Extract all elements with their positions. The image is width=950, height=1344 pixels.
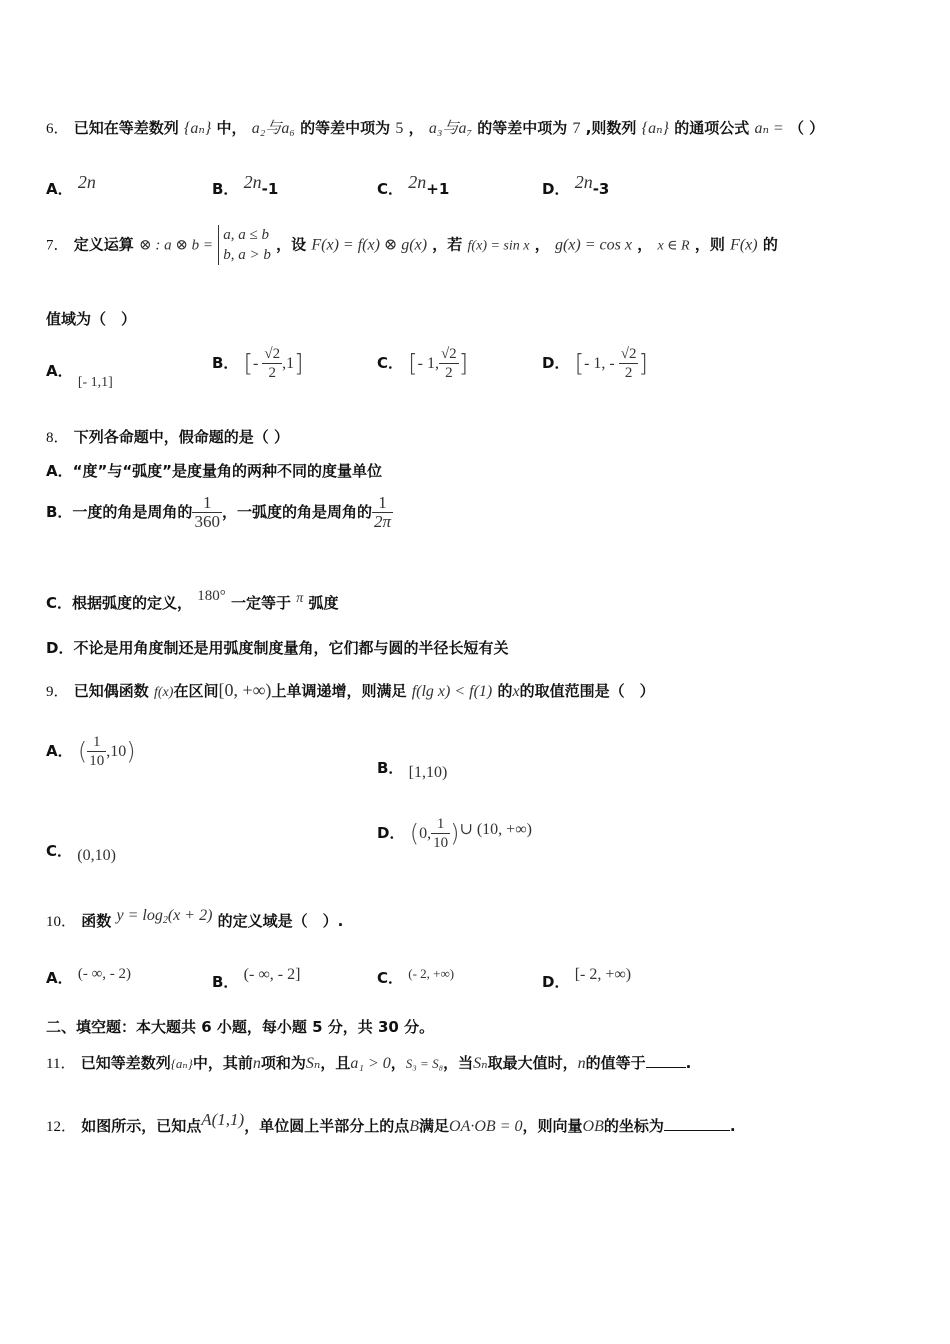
q9-text-2: 在区间 — [173, 682, 219, 700]
q10-expr-pre: y = log — [116, 907, 163, 924]
q6-seq-2: {aₙ} — [641, 120, 669, 137]
q11-number: 11． — [46, 1056, 76, 1072]
q10-stem — [46, 907, 343, 931]
q7-case-1: a, a ≤ b — [223, 227, 269, 243]
q9-stem — [46, 680, 655, 701]
q11-condition-1: a₁ > 0 — [350, 1055, 391, 1072]
q12-point-a: A(1,1) — [201, 1110, 245, 1129]
option-label: C． — [377, 354, 404, 372]
q11-text-6: ，当 — [443, 1054, 474, 1072]
q12-text-4: ，则向量 — [522, 1117, 583, 1135]
q10-expr-sub: 2 — [162, 915, 168, 926]
frac-num: 1 — [87, 733, 106, 752]
frac-num: √2 — [620, 346, 637, 362]
q11-condition-2: S₃ = S₈ — [405, 1056, 444, 1071]
q6-text-5: 的等差中项为 — [477, 119, 568, 137]
frac-den: 10 — [433, 835, 449, 851]
option-expr: (- ∞, - 2) — [77, 966, 132, 982]
q6-value-1: 5 — [395, 120, 404, 137]
q11-text-5: ， — [390, 1054, 406, 1072]
option-expr: 2n — [574, 172, 593, 192]
option-pre: - — [253, 355, 263, 372]
option-expr: (0,10) — [77, 847, 116, 864]
option-post: ∪ (10, +∞) — [459, 821, 532, 838]
option-label: A． — [46, 362, 73, 380]
q11-text-4: ，且 — [320, 1054, 351, 1072]
section-heading: 二、填空题：本大题共 6 小题，每小题 5 分，共 30 分。 — [46, 1018, 435, 1036]
q12-number: 12． — [46, 1119, 77, 1135]
option-expr: 2n — [77, 172, 96, 192]
q11-Sn-2: Sₙ — [473, 1055, 488, 1072]
q7-text-1: 定义运算 — [73, 235, 134, 254]
option-label: A． — [46, 180, 73, 198]
q12-answer-blank[interactable] — [664, 1116, 730, 1131]
q7-text-5: ， — [637, 235, 653, 254]
q6-number: 6． — [46, 121, 69, 137]
q10-text-1: 函数 — [81, 912, 112, 930]
option-expr: 2n — [408, 172, 427, 192]
q9-option-d[interactable]: D． (0, $\frac{1}{10}$ )∪ (10, +∞) — [377, 816, 532, 851]
q9-text-5: 的取值范围是（ ） — [519, 682, 655, 700]
q8-title: 下列各命题中，假命题的是（ ） — [73, 428, 289, 446]
option-label: B． — [377, 759, 404, 777]
option-pre: 0, — [419, 825, 432, 842]
q6-text-8: （ ） — [788, 119, 825, 137]
option-suffix: -3 — [592, 180, 610, 198]
q10-option-a[interactable] — [46, 966, 131, 988]
q8-option-b-text-2: ，一弧度的角是周角的 — [221, 503, 372, 521]
q7-text-4: ， — [534, 235, 550, 254]
frac-den: 2 — [624, 365, 633, 381]
q12-text-6: . — [729, 1117, 736, 1135]
q10-text-2: 的定义域是（ ）. — [217, 912, 344, 930]
option-label: B． — [212, 973, 239, 991]
option-label: B． — [212, 354, 239, 372]
q6-text-7: 的通项公式 — [674, 119, 750, 137]
q7-option-c[interactable]: C． [- 1, $\frac{√2}{2}$ ] — [377, 346, 469, 381]
q6-pair-1: a₂与a₆ — [251, 120, 295, 137]
q6-option-b[interactable] — [212, 172, 278, 199]
q6-option-a[interactable] — [46, 172, 96, 199]
option-label: A． — [46, 969, 73, 987]
option-post: ,1 — [282, 355, 295, 372]
q7-case-2: b, a > b — [223, 247, 271, 263]
q8-option-b[interactable] — [46, 494, 393, 531]
q8-pi: π — [296, 591, 304, 606]
q8-option-d[interactable] — [46, 637, 508, 658]
option-expr: (- 2, +∞) — [408, 966, 455, 981]
q11-text-7: 取最大值时， — [487, 1054, 578, 1072]
q8-option-c[interactable] — [46, 588, 339, 613]
q7-F-def: F(x) = f(x) ⊗ g(x) — [311, 236, 428, 254]
q8-option-d-text: D．不论是用角度制还是用弧度制度量角，它们都与圆的半径长短有关 — [46, 639, 509, 657]
q9-text-3: 上单调递增，则满足 — [271, 682, 407, 700]
q7-text-2: ，设 — [276, 235, 307, 254]
q8-option-c-text-3: 弧度 — [308, 594, 339, 612]
q7-number: 7． — [46, 237, 69, 254]
q6-text-6: ,则数列 — [585, 119, 637, 137]
q8-option-a[interactable] — [46, 460, 382, 481]
frac-den: 2π — [373, 512, 391, 531]
q8-stem — [46, 426, 289, 447]
q8-number: 8． — [46, 430, 69, 446]
q9-interval: [0, +∞) — [218, 680, 272, 700]
q12-point-b: B — [409, 1118, 420, 1135]
q12-stem — [46, 1110, 736, 1136]
q7-piecewise — [218, 225, 271, 265]
q6-text-3: 的等差中项为 — [300, 119, 391, 137]
option-label: C． — [377, 969, 404, 987]
option-suffix: +1 — [426, 180, 450, 198]
q6-text-2: 中， — [216, 119, 247, 137]
q7-line-2: 值域为（ ） — [46, 310, 137, 328]
q7-f-def: f(x) = sin x — [467, 238, 530, 254]
q9-number: 9． — [46, 684, 69, 700]
q8-option-b-text-1: B．一度的角是周角的 — [46, 503, 193, 521]
q6-pair-2: a₃与a₇ — [428, 120, 473, 137]
q9-text-1: 已知偶函数 — [73, 682, 149, 700]
option-pre: - 1, — [417, 355, 439, 372]
q9-option-c[interactable] — [46, 840, 116, 865]
q9-text-4: 的 — [497, 682, 513, 700]
q9-x: x — [512, 683, 520, 700]
q9-inequality: f(lg x) < f(1) — [411, 683, 493, 700]
option-expr: [- 2, +∞) — [574, 966, 632, 983]
frac-num: √2 — [264, 346, 281, 362]
q12-text-1: 如图所示，已知点 — [81, 1117, 202, 1135]
q11-stem — [46, 1052, 691, 1073]
q12-condition: OA·OB = 0 — [449, 1118, 523, 1135]
q11-text-1: 已知等差数列 — [80, 1054, 171, 1072]
frac-den: 2 — [268, 365, 276, 381]
q7-domain: x ∈ R — [657, 238, 690, 254]
q6-seq-1: {aₙ} — [184, 120, 212, 137]
option-label: D． — [542, 354, 570, 372]
frac-num: 1 — [372, 494, 393, 513]
option-label: D． — [377, 824, 405, 842]
q7-option-d[interactable]: D． [- 1, - $\frac{√2}{2}$ ] — [542, 346, 648, 381]
q6-value-2: 7 — [572, 120, 581, 137]
q6-text-4: ， — [408, 119, 424, 137]
q7-F: F(x) — [730, 236, 758, 254]
q12-vector-ob: OB — [582, 1118, 604, 1135]
frac-num: √2 — [440, 346, 457, 362]
q8-option-c-text-1: C．根据弧度的定义， — [46, 594, 193, 612]
q12-text-2: ，单位圆上半部分上的点 — [244, 1117, 410, 1135]
q10-number: 10． — [46, 914, 77, 930]
q11-text-3: 项和为 — [260, 1054, 306, 1072]
option-pre: - 1, - — [584, 355, 619, 372]
option-suffix: -1 — [261, 180, 279, 198]
q11-answer-blank[interactable] — [646, 1053, 686, 1068]
q11-n: n — [252, 1055, 261, 1072]
frac-num: 1 — [192, 494, 222, 513]
frac-den: 360 — [194, 512, 220, 531]
q7-option-a[interactable] — [46, 360, 113, 391]
q6-an: aₙ = — [754, 120, 784, 137]
q12-text-3: 满足 — [419, 1117, 450, 1135]
option-post: ,10 — [106, 743, 127, 760]
q7-text-3: ，若 — [432, 235, 463, 254]
q7-operation: ⊗ : a ⊗ b = — [139, 237, 214, 254]
q11-Sn: Sₙ — [305, 1055, 321, 1072]
option-expr: [- 1,1] — [77, 375, 113, 390]
frac-num: 1 — [431, 815, 450, 834]
option-expr: 2n — [243, 172, 262, 192]
q6-option-c[interactable] — [377, 172, 449, 199]
option-label: D． — [542, 973, 570, 991]
option-label: C． — [46, 842, 73, 860]
frac-den: 10 — [89, 753, 105, 769]
q7-text-6: ，则 — [694, 235, 725, 254]
q6-stem — [46, 115, 824, 138]
q12-text-5: 的坐标为 — [603, 1117, 664, 1135]
frac-den: 2 — [445, 365, 453, 381]
q11-text-2: 中，其前 — [192, 1054, 253, 1072]
q8-c-value: 180° — [197, 588, 226, 604]
q7-stem — [46, 225, 778, 265]
q11-seq: {aₙ} — [170, 1056, 193, 1071]
q8-option-c-text-2: 一定等于 — [230, 594, 291, 612]
q6-text-1: 已知在等差数列 — [73, 119, 179, 137]
q7-stem-line2 — [46, 308, 136, 329]
q9-option-a[interactable]: A． ( $\frac{1}{10}$ ,10) — [46, 734, 136, 769]
q7-text-7: 的 — [762, 235, 778, 254]
option-expr: (- ∞, - 2] — [243, 966, 301, 983]
q9-fx: f(x) — [154, 685, 174, 700]
q11-n-2: n — [577, 1055, 586, 1072]
q11-text-9: . — [685, 1054, 692, 1072]
q8-option-a-text: A．“度”与“弧度”是度量角的两种不同的度量单位 — [46, 462, 383, 480]
option-label: A． — [46, 742, 73, 760]
q10-expr-post: (x + 2) — [167, 907, 213, 924]
q10-option-c[interactable] — [377, 966, 454, 988]
option-label: B． — [212, 180, 239, 198]
option-label: D． — [542, 180, 570, 198]
q11-text-8: 的值等于 — [585, 1054, 646, 1072]
option-expr: [1,10) — [408, 764, 448, 781]
q7-g-def: g(x) = cos x — [554, 236, 632, 254]
q10-option-d[interactable] — [542, 966, 631, 992]
q7-option-b[interactable]: B． [- $\frac{√2}{2}$ ,1] — [212, 346, 304, 381]
q10-option-b[interactable] — [212, 966, 300, 992]
option-label: C． — [377, 180, 404, 198]
q6-option-d[interactable] — [542, 172, 609, 199]
q9-option-b[interactable] — [377, 757, 447, 782]
